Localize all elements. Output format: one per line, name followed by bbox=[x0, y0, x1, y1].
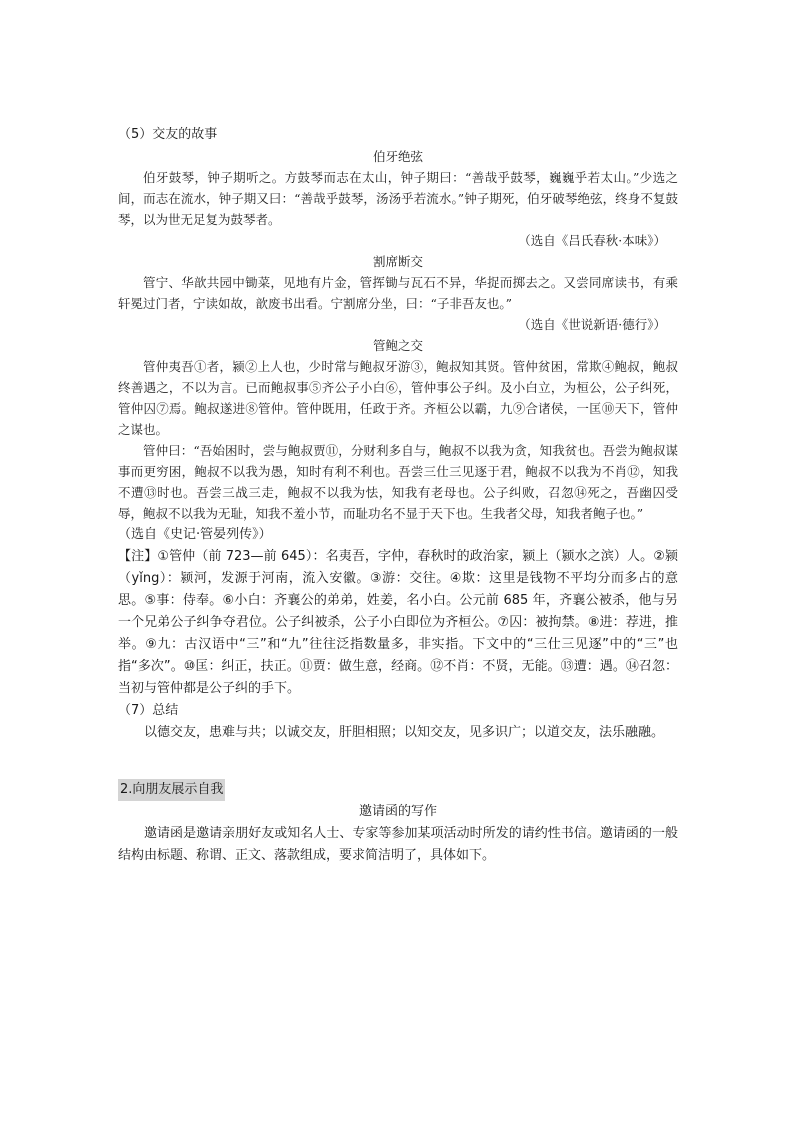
story-text: 管仲夷吾①者，颍②上人也，少时常与鲍叔牙游③，鲍叔知其贤。管仲贫困，常欺④鲍叔，鲍叔终善遇之，不以为言。已而鲍叔事⑤齐公子小白⑥，管仲事公子纠。及小白立，为桓公，公子纠死，管仲囚⑦焉。鲍叔遂进⑧管仲。管仲既用，任政于齐。齐桓公以霸，九⑨合诸侯，一匡⑩天下，管仲之谋也。 bbox=[118, 359, 678, 437]
story-text: 管仲曰：“吾始困时，尝与鲍叔贾⑪，分财利多自与，鲍叔不以我为贪，知我贫也。吾尝为鲍叔谋事而更穷困，鲍叔不以我为愚，知时有利不利也。吾尝三仕三见逐于君，鲍叔不以我为不肖⑫，知我不遭⑬时也。吾尝三战三走，鲍叔不以我为怯，知我有老母也。公子纠败，召忽⑭死之，吾幽囚受辱，鲍叔不以我为无耻，知我不羞小节，而耻功名不显于天下也。生我者父母，知我者鲍子也。” bbox=[118, 443, 678, 521]
story-boya bbox=[118, 146, 678, 251]
section-heading-friendship-stories: （5）交友的故事 bbox=[118, 127, 218, 142]
story-title: 管鲍之交 bbox=[372, 338, 423, 353]
story-source: （选自《史记·管晏列传》） bbox=[118, 527, 272, 542]
story-source: （选自《世说新语·德行》） bbox=[518, 317, 666, 332]
section-heading-summary: （7）总结 bbox=[118, 703, 179, 718]
story-guanbao bbox=[118, 335, 678, 700]
story-text: 管宁、华歆共园中锄菜，见地有片金，管挥锄与瓦石不异，华捉而掷去之。又尝同席读书，有乘轩冕过门者，宁读如故，歆废书出看。宁割席分坐，曰：“子非吾友也。” bbox=[118, 275, 678, 311]
story-source: （选自《吕氏春秋·本味》） bbox=[518, 233, 666, 248]
story-title: 伯牙绝弦 bbox=[372, 149, 423, 164]
section-title-invitation: 邀请函的写作 bbox=[358, 804, 437, 819]
summary-text: 以德交友，患难与共；以诚交友，肝胆相照；以知交友，见多识广；以道交友，法乐融融。 bbox=[144, 725, 665, 740]
story-guanning bbox=[118, 251, 678, 335]
story-title: 割席断交 bbox=[372, 254, 423, 269]
annotation-notes: 【注】①管仲（前 723—前 645）：名夷吾，字仲，春秋时的政治家，颍上（颍水之滨）人。②颍（yǐng）：颍河，发源于河南，流入安徽。③游：交往。④欺：这里是钱物不平均分而多占的意思。⑤事：侍奉。⑥小白：齐襄公的弟弟，姓姜，名小白。公元前 685 年，齐襄公被杀，他与另一个兄弟公子纠争夺君位。公子纠被杀，公子小白即位为齐桓公。⑦囚：被拘禁。⑧进：荐进，推举。⑨九：古汉语中“三”和“九”往往泛指数量多，非实指。下文中的“三仕三见逐”中的“三”也指“多次”。⑩匡：纠正，扶正。⑪贾：做生意，经商。⑫不肖：不贤，无能。⑬遭：遇。⑭召忽：当初与管仲都是公子纠的手下。 bbox=[118, 549, 678, 696]
section-heading-show-yourself: 2.向朋友展示自我 bbox=[118, 779, 225, 801]
document-page bbox=[118, 124, 678, 867]
invitation-intro-text: 邀请函是邀请亲朋好友或知名人士、专家等参加某项活动时所发的请约性书信。邀请函的一般结构由标题、称谓、正文、落款组成，要求简洁明了，具体如下。 bbox=[118, 826, 678, 863]
story-text: 伯牙鼓琴，钟子期听之。方鼓琴而志在太山，钟子期曰：“善哉乎鼓琴，巍巍乎若太山。”少选之间，而志在流水，钟子期又曰：“善哉乎鼓琴，汤汤乎若流水。”钟子期死，伯牙破琴绝弦，终身不复鼓琴，以为世无足复为鼓琴者。 bbox=[118, 170, 678, 227]
